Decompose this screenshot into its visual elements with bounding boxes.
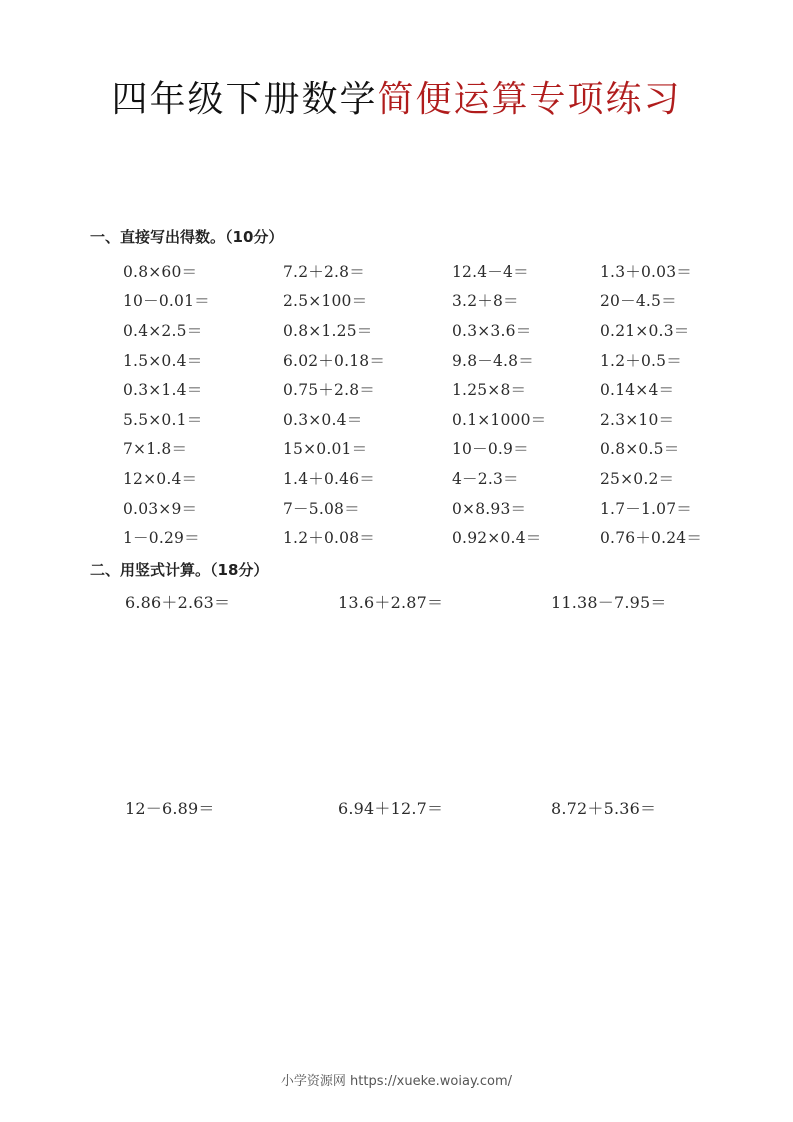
vertical-calc-question: 8.72＋5.36＝ bbox=[551, 799, 657, 818]
page-title-main: 四年级下册数学 bbox=[111, 79, 378, 120]
section2-heading: 二、用竖式计算。（18分） bbox=[90, 561, 269, 579]
mental-math-question: 0.3×1.4＝ bbox=[123, 381, 203, 400]
mental-math-question: 25×0.2＝ bbox=[600, 469, 675, 488]
mental-math-question: 6.02＋0.18＝ bbox=[283, 351, 386, 370]
mental-math-question: 15×0.01＝ bbox=[283, 440, 368, 459]
mental-math-question: 0.76＋0.24＝ bbox=[600, 529, 703, 548]
vertical-calc-question: 6.86＋2.63＝ bbox=[125, 593, 231, 612]
section1-heading: 一、直接写出得数。（10分） bbox=[90, 228, 284, 246]
vertical-calc-row bbox=[125, 590, 725, 613]
page-title-highlight: 简便运算专项练习 bbox=[377, 79, 682, 120]
vertical-calc-question: 12－6.89＝ bbox=[125, 799, 215, 818]
mental-math-question: 4－2.3＝ bbox=[452, 469, 519, 488]
mental-math-question: 0.4×2.5＝ bbox=[123, 321, 203, 340]
mental-math-question: 1.2＋0.08＝ bbox=[283, 529, 375, 548]
mental-math-question: 1.4＋0.46＝ bbox=[283, 469, 375, 488]
mental-math-question: 3.2＋8＝ bbox=[452, 292, 519, 311]
mental-math-question: 1.5×0.4＝ bbox=[123, 351, 203, 370]
mental-math-question: 0.3×3.6＝ bbox=[452, 321, 532, 340]
mental-math-question: 9.8－4.8＝ bbox=[452, 351, 534, 370]
mental-math-question: 1.3＋0.03＝ bbox=[600, 262, 692, 281]
mental-math-question: 0.21×0.3＝ bbox=[600, 321, 690, 340]
mental-math-question: 0.1×1000＝ bbox=[452, 410, 547, 429]
mental-math-question: 1－0.29＝ bbox=[123, 529, 200, 548]
mental-math-question: 5.5×0.1＝ bbox=[123, 410, 203, 429]
page-title bbox=[0, 76, 793, 124]
footer-watermark: 小学资源网 https://xueke.woiay.com/ bbox=[280, 1074, 513, 1089]
mental-math-question: 20－4.5＝ bbox=[600, 292, 677, 311]
mental-math-question: 12.4－4＝ bbox=[452, 262, 529, 281]
mental-math-question: 1.7－1.07＝ bbox=[600, 499, 692, 518]
vertical-calc-question: 6.94＋12.7＝ bbox=[338, 799, 444, 818]
vertical-calc-question: 11.38－7.95＝ bbox=[551, 593, 667, 612]
mental-math-question: 7.2＋2.8＝ bbox=[283, 262, 365, 281]
mental-math-question: 10－0.9＝ bbox=[452, 440, 529, 459]
mental-math-question: 12×0.4＝ bbox=[123, 469, 198, 488]
section1-grid bbox=[123, 256, 723, 552]
mental-math-question: 0×8.93＝ bbox=[452, 499, 527, 518]
vertical-calc-row bbox=[125, 796, 725, 819]
mental-math-question: 0.75＋2.8＝ bbox=[283, 381, 375, 400]
vertical-calc-question: 13.6＋2.87＝ bbox=[338, 593, 444, 612]
mental-math-question: 2.5×100＝ bbox=[283, 292, 368, 311]
mental-math-question: 0.8×60＝ bbox=[123, 262, 198, 281]
mental-math-question: 7－5.08＝ bbox=[283, 499, 360, 518]
mental-math-question: 2.3×10＝ bbox=[600, 410, 675, 429]
mental-math-question: 0.03×9＝ bbox=[123, 499, 198, 518]
mental-math-question: 0.14×4＝ bbox=[600, 381, 675, 400]
mental-math-question: 0.3×0.4＝ bbox=[283, 410, 363, 429]
mental-math-question: 0.8×0.5＝ bbox=[600, 440, 680, 459]
mental-math-question: 0.8×1.25＝ bbox=[283, 321, 373, 340]
mental-math-question: 1.25×8＝ bbox=[452, 381, 527, 400]
mental-math-question: 1.2＋0.5＝ bbox=[600, 351, 682, 370]
mental-math-question: 7×1.8＝ bbox=[123, 440, 188, 459]
mental-math-question: 0.92×0.4＝ bbox=[452, 529, 542, 548]
mental-math-question: 10－0.01＝ bbox=[123, 292, 210, 311]
